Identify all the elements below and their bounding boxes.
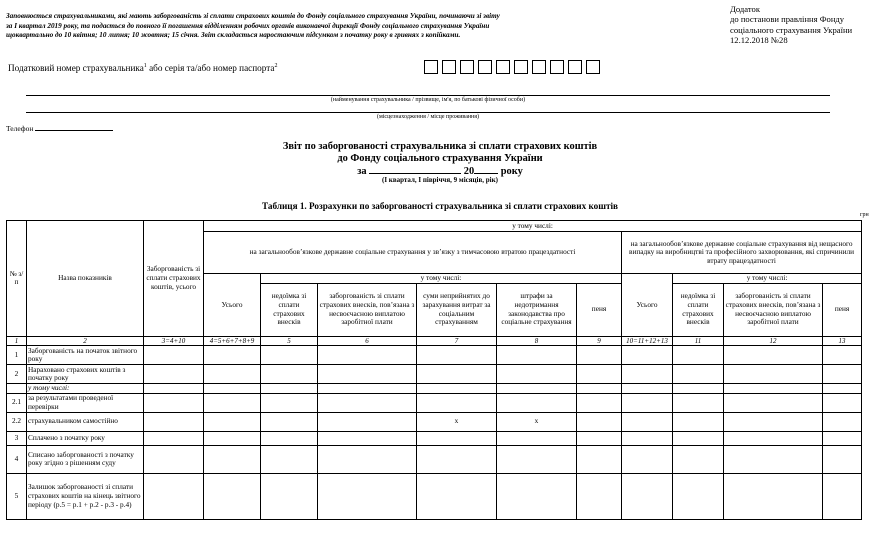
col-number: 4=5+6+7+8+9	[204, 336, 261, 346]
table-cell[interactable]	[724, 445, 823, 473]
table-cell[interactable]	[497, 365, 577, 384]
table-cell[interactable]	[318, 473, 417, 519]
table-cell[interactable]	[622, 473, 673, 519]
table-cell[interactable]	[204, 431, 261, 445]
na-mark: х	[497, 412, 577, 431]
period-za: за	[357, 165, 367, 177]
table-cell[interactable]	[261, 346, 318, 365]
table-cell[interactable]	[497, 384, 577, 394]
currency-unit: грн	[860, 212, 869, 218]
header-including-2: у тому числі:	[261, 274, 622, 284]
year-field[interactable]	[474, 165, 498, 174]
digit-box[interactable]	[424, 60, 438, 74]
header-accident-insurance: на загальнообов’язкове державне соціальне страхування від нещасного випадку на виробництві та професійного захворювання, які спричинили втрату працездатності	[622, 232, 862, 274]
name-caption: (найменування страхувальника / прізвище, ім'я, по батькові фізичної особи)	[330, 97, 526, 103]
table-cell[interactable]	[823, 412, 862, 431]
table-cell[interactable]	[318, 393, 417, 412]
digit-box[interactable]	[478, 60, 492, 74]
table-cell[interactable]	[318, 445, 417, 473]
header-total-2: Усього	[622, 274, 673, 337]
col-number: 11	[673, 336, 724, 346]
approval-line: до постанови правління Фонду	[730, 14, 845, 25]
header-unpaid-wages-debt: заборгованість зі сплати страхових внесків, пов’язана з несвоєчасною виплатою заробітної плати	[318, 283, 417, 336]
table-cell[interactable]	[823, 473, 862, 519]
approval-block	[730, 4, 875, 45]
header-penalty: пеня	[577, 283, 622, 336]
table-cell[interactable]	[318, 346, 417, 365]
table-cell[interactable]	[417, 473, 497, 519]
row-number: 2.2	[7, 412, 27, 431]
table-cell[interactable]	[144, 365, 204, 384]
approval-line: Додаток	[730, 4, 760, 14]
table-cell[interactable]	[577, 393, 622, 412]
debt-table	[6, 220, 862, 520]
col-number: 8	[497, 336, 577, 346]
digit-box[interactable]	[532, 60, 546, 74]
row-label: Нараховано страхових коштів з початку року	[27, 365, 144, 384]
table-cell[interactable]	[261, 393, 318, 412]
col-number: 7	[417, 336, 497, 346]
header-debt-total: Заборгованість зі сплати страхових коштів, усього	[144, 221, 204, 337]
approval-line: соціального страхування України	[730, 24, 853, 35]
table-cell[interactable]	[673, 384, 724, 394]
header-arrears-2: недоїмка зі сплати страхових внесків	[673, 283, 724, 336]
year-prefix: 20	[463, 165, 475, 177]
table-cell[interactable]	[318, 384, 417, 394]
row-number: 1	[7, 346, 27, 365]
table-row	[7, 473, 862, 519]
digit-box[interactable]	[514, 60, 528, 74]
tax-id-text: Податковий номер страхувальника	[8, 63, 144, 74]
table-cell[interactable]	[204, 473, 261, 519]
table-cell[interactable]	[204, 384, 261, 394]
col-number: 1	[7, 336, 27, 346]
table-cell[interactable]	[577, 473, 622, 519]
table-cell[interactable]	[622, 445, 673, 473]
table-row	[7, 384, 862, 394]
row-label: Заборгованість на початок звітного року	[27, 346, 144, 365]
row-label: Залишок заборгованості зі сплати страхових коштів на кінець звітного періоду (р.5 = р.1 + р.2 - р.3 - р.4)	[27, 473, 144, 519]
table-row	[7, 431, 862, 445]
table-cell[interactable]	[144, 346, 204, 365]
table-cell[interactable]	[261, 412, 318, 431]
table-cell[interactable]	[673, 365, 724, 384]
header-penalty-2: пеня	[823, 283, 862, 336]
table-cell[interactable]	[577, 346, 622, 365]
col-number: 3=4+10	[144, 336, 204, 346]
header-note: Заповнюється страхувальниками, які мають заборгованість зі сплати страхових коштів до Фонду соціального страхування України, починаючи зі звіту за І квартал 2019 року, та подається до повного її погашення відділенням робочих органів виконавчої дирекції Фонду соціального страхування України щоквартально до 10 квітня; 10 липня; 10 жовтня; 15 січня. Звіт складається наростаючим підсумком з початку року в гривнях з копійками.	[6, 12, 500, 40]
table-cell[interactable]	[823, 365, 862, 384]
table-cell[interactable]	[577, 384, 622, 394]
header-name: Назва показників	[27, 221, 144, 337]
table-cell[interactable]	[417, 384, 497, 394]
tax-id-boxes[interactable]	[424, 60, 604, 74]
table-cell[interactable]	[144, 473, 204, 519]
row-label: страхувальником самостійно	[27, 412, 144, 431]
table-cell[interactable]	[417, 393, 497, 412]
table-cell[interactable]	[724, 431, 823, 445]
table-cell[interactable]	[417, 346, 497, 365]
table-title: Таблиця 1. Розрахунки по заборгованості страхувальника зі сплати страхових коштів	[261, 201, 619, 211]
report-title	[0, 141, 880, 177]
footnote-ref: 1	[143, 63, 147, 69]
row-label: за результатами проведеної перевірки	[27, 393, 144, 412]
table-cell[interactable]	[823, 431, 862, 445]
header-including: у тому числі:	[204, 221, 862, 232]
table-row	[7, 393, 862, 412]
header-total: Усього	[204, 274, 261, 337]
table-cell[interactable]	[144, 445, 204, 473]
table-cell[interactable]	[577, 431, 622, 445]
col-number: 2	[27, 336, 144, 346]
col-number: 5	[261, 336, 318, 346]
table-cell[interactable]	[673, 346, 724, 365]
table-cell[interactable]	[724, 365, 823, 384]
address-line[interactable]	[26, 112, 830, 113]
na-mark: х	[417, 412, 497, 431]
tax-id-label	[8, 63, 277, 73]
table-cell[interactable]	[144, 412, 204, 431]
table-cell[interactable]	[577, 412, 622, 431]
header-arrears: недоїмка зі сплати страхових внесків	[261, 283, 318, 336]
address-caption: (місцезнаходження / місце проживання)	[376, 114, 480, 120]
header-fines: штрафи за недотримання законодавства про соціальне страхування	[497, 283, 577, 336]
table-row	[7, 412, 862, 431]
digit-box[interactable]	[496, 60, 510, 74]
passport-text: або серія та/або номер паспорта	[146, 63, 275, 74]
digit-box[interactable]	[586, 60, 600, 74]
table-row	[7, 445, 862, 473]
table-cell[interactable]	[417, 445, 497, 473]
table-cell[interactable]	[673, 393, 724, 412]
table-cell[interactable]	[497, 393, 577, 412]
table-cell[interactable]	[673, 412, 724, 431]
table-cell[interactable]	[497, 431, 577, 445]
table-cell[interactable]	[318, 365, 417, 384]
table-cell[interactable]	[622, 431, 673, 445]
table-cell[interactable]	[261, 431, 318, 445]
table-cell[interactable]	[673, 431, 724, 445]
table-cell[interactable]	[673, 473, 724, 519]
table-cell[interactable]	[823, 384, 862, 394]
digit-box[interactable]	[568, 60, 582, 74]
table-cell[interactable]	[204, 412, 261, 431]
row-label: Сплачено з початку року	[27, 431, 144, 445]
table-cell[interactable]	[724, 346, 823, 365]
table-cell[interactable]	[497, 445, 577, 473]
table-cell[interactable]	[724, 393, 823, 412]
table-cell[interactable]	[622, 412, 673, 431]
header-including-3: у тому числі:	[673, 274, 862, 284]
table-cell[interactable]	[622, 346, 673, 365]
table-cell[interactable]	[823, 346, 862, 365]
table-cell[interactable]	[204, 365, 261, 384]
col-number: 6	[318, 336, 417, 346]
period-hint: (І квартал, І півріччя, 9 місяців, рік)	[381, 176, 498, 184]
report-title-line: Звіт по заборгованості страхувальника зі сплати страхових коштів	[282, 141, 598, 152]
phone-label: Телефон	[6, 124, 34, 133]
row-number: 2.1	[7, 393, 27, 412]
table-cell[interactable]	[204, 346, 261, 365]
col-number: 10=11+12+13	[622, 336, 673, 346]
table-cell[interactable]	[144, 393, 204, 412]
table-cell[interactable]	[577, 365, 622, 384]
table-cell[interactable]	[823, 393, 862, 412]
col-number: 12	[724, 336, 823, 346]
table-cell[interactable]	[724, 473, 823, 519]
table-cell[interactable]	[622, 393, 673, 412]
table-cell[interactable]	[144, 431, 204, 445]
header-unaccepted-expenses: суми неприйнятих до зарахування витрат за соціальним страхуванням	[417, 283, 497, 336]
table-cell[interactable]	[823, 445, 862, 473]
table-row	[7, 365, 862, 384]
period-field[interactable]	[369, 165, 461, 174]
table-cell[interactable]	[261, 473, 318, 519]
name-line[interactable]	[26, 95, 830, 96]
table-cell[interactable]	[261, 384, 318, 394]
table-cell[interactable]	[724, 384, 823, 394]
footnote-ref: 2	[274, 63, 278, 69]
digit-box[interactable]	[442, 60, 456, 74]
table-cell[interactable]	[622, 365, 673, 384]
row-number: 2	[7, 365, 27, 384]
table-cell[interactable]	[417, 365, 497, 384]
table-cell[interactable]	[318, 412, 417, 431]
header-no: № з/п	[7, 221, 27, 337]
table-cell[interactable]	[577, 445, 622, 473]
report-title-line: до Фонду соціального страхування України	[337, 152, 543, 164]
table-cell[interactable]	[622, 384, 673, 394]
row-number: 5	[7, 473, 27, 519]
phone-field[interactable]	[35, 123, 113, 131]
table-cell[interactable]	[144, 384, 204, 394]
col-number: 13	[823, 336, 862, 346]
table-cell[interactable]	[261, 445, 318, 473]
digit-box[interactable]	[550, 60, 564, 74]
header-unpaid-wages-debt-2: заборгованість зі сплати страхових внесків, пов’язана з несвоєчасною виплатою заробітної плати	[724, 283, 823, 336]
column-numbers-row	[7, 336, 862, 346]
table-cell[interactable]	[673, 445, 724, 473]
row-number	[7, 384, 27, 394]
table-row	[7, 346, 862, 365]
approval-date: 12.12.2018 №28	[730, 34, 788, 45]
year-suffix: року	[500, 165, 523, 177]
table-cell[interactable]	[204, 445, 261, 473]
row-number: 4	[7, 445, 27, 473]
table-cell[interactable]	[724, 412, 823, 431]
table-cell[interactable]	[497, 473, 577, 519]
header-temporary-disability: на загальнообов’язкове державне соціальне страхування у зв’язку з тимчасовою втратою працездатності	[204, 232, 622, 274]
table-cell[interactable]	[497, 346, 577, 365]
row-label: Списано заборгованості з початку року згідно з рішенням суду	[27, 445, 144, 473]
table-cell[interactable]	[204, 393, 261, 412]
table-cell[interactable]	[318, 431, 417, 445]
digit-box[interactable]	[460, 60, 474, 74]
table-cell[interactable]	[417, 431, 497, 445]
table-cell[interactable]	[261, 365, 318, 384]
phone-row	[6, 123, 113, 133]
row-number: 3	[7, 431, 27, 445]
row-label: у тому числі:	[27, 384, 144, 394]
col-number: 9	[577, 336, 622, 346]
